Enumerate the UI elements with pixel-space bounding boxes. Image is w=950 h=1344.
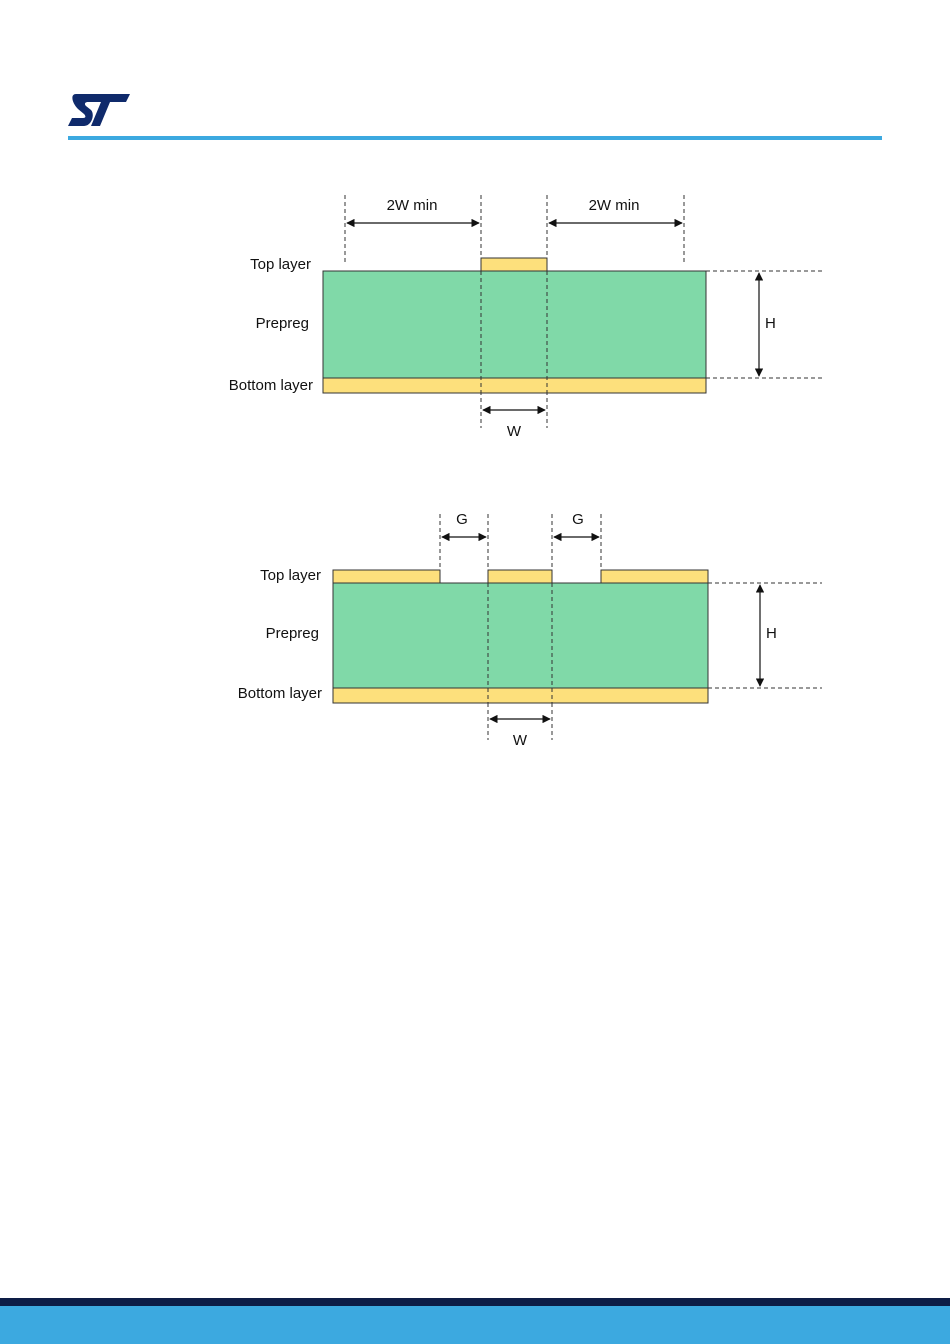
footer-band xyxy=(0,1306,950,1344)
label-bottom-layer: Bottom layer xyxy=(237,685,322,702)
bottom-layer-copper xyxy=(333,688,708,703)
microstrip-diagram xyxy=(0,180,950,450)
label-height: H xyxy=(766,625,777,642)
bottom-layer-copper xyxy=(323,378,706,393)
top-trace xyxy=(481,258,547,271)
label-width: W xyxy=(506,423,522,440)
label-prepreg: Prepreg xyxy=(255,315,309,332)
label-gap-right: G xyxy=(572,511,584,528)
label-spacing-right: 2W min xyxy=(588,197,640,214)
label-spacing-left: 2W min xyxy=(386,197,438,214)
right-ground-copper xyxy=(601,570,708,583)
label-height: H xyxy=(765,315,776,332)
header-rule xyxy=(68,136,882,140)
label-width: W xyxy=(512,732,528,749)
center-trace xyxy=(488,570,552,583)
label-prepreg: Prepreg xyxy=(265,625,319,642)
label-top-layer: Top layer xyxy=(260,567,321,584)
prepreg-layer xyxy=(323,271,706,378)
footer-dark-band xyxy=(0,1298,950,1306)
label-bottom-layer: Bottom layer xyxy=(228,377,313,394)
left-ground-copper xyxy=(333,570,440,583)
st-logo-icon xyxy=(66,92,132,130)
label-top-layer: Top layer xyxy=(250,256,311,273)
prepreg-layer xyxy=(333,583,708,688)
coplanar-waveguide-diagram xyxy=(0,500,950,760)
label-gap-left: G xyxy=(456,511,468,528)
